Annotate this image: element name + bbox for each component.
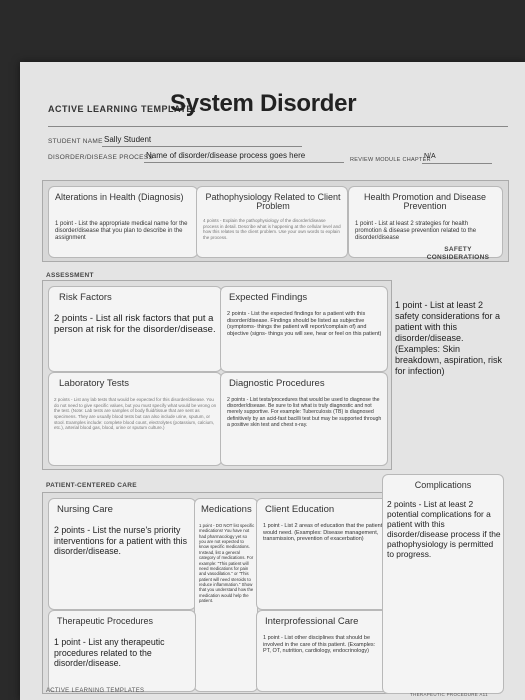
expected-findings-title: Expected Findings <box>229 292 308 303</box>
disorder-value[interactable]: Name of disorder/disease process goes here <box>146 151 306 160</box>
review-label: REVIEW MODULE CHAPTER <box>350 157 431 163</box>
risk-factors-box <box>48 286 222 372</box>
client-education-box <box>256 498 390 610</box>
complications-title: Complications <box>414 480 472 490</box>
patient-centered-care-label: PATIENT-CENTERED CARE <box>46 482 137 489</box>
interprofessional-care-title: Interprofessional Care <box>265 616 359 627</box>
alterations-box <box>48 186 198 258</box>
medications-box <box>194 498 258 692</box>
risk-factors-body: 2 points - List all risk factors that put a person at risk for the disorder/disease. <box>54 313 216 336</box>
student-name-label: STUDENT NAME <box>48 138 103 145</box>
student-name-underline <box>102 146 302 147</box>
safety-body: 1 point - List at least 2 safety considerations for a patient with this disorder/disease. (Examples: Skin breakdown, aspiration, risk for infection) <box>395 300 503 376</box>
header-divider <box>48 126 508 127</box>
laboratory-tests-body: 2 points - List any lab tests that would be expected for this disorder/disease. You do not need to give specific values, but you must specify what would be wrong on the test. (Note: Lab tests are samples of body fluid/tissue that are sent as specimens. They are usually blood tests but can also include urine, sputum, or stool. Examples include: complete blood count, electrolytes (potassium, calcium, etc.), arterial blood gas, blood, urine or sputum culture.) <box>54 397 217 431</box>
diagnostic-procedures-title: Diagnostic Procedures <box>229 378 325 389</box>
expected-findings-body: 2 points - List the expected findings for a patient with this disorder/disease. Findings should be listed as subjective (symptoms- things the patient will report/complain of) and objective (signs- things you will see, hear or feel on this patient) <box>227 311 382 337</box>
pathophysiology-box <box>196 186 348 258</box>
therapeutic-procedures-body: 1 point - List any therapeutic procedures related to the disorder/disease. <box>54 637 165 669</box>
disorder-underline <box>144 162 344 163</box>
footer-right: THERAPEUTIC PROCEDURE A11 <box>410 692 488 697</box>
expected-findings-box <box>220 286 388 372</box>
review-underline <box>422 163 492 164</box>
nursing-care-title: Nursing Care <box>57 504 113 515</box>
disorder-label: DISORDER/DISEASE PROCESS <box>48 154 154 161</box>
footer-left: ACTIVE LEARNING TEMPLATES <box>46 688 145 694</box>
diagnostic-procedures-box <box>220 372 388 466</box>
complications-body: 2 points - List at least 2 potential complications for a patient with this disorder/disease process if the pathophysiology is permitted to progress. <box>387 499 501 560</box>
health-promotion-body: 1 point - List at least 2 strategies for health promotion & disease prevention related to the disorder/disease <box>355 221 477 242</box>
laboratory-tests-box <box>48 372 222 466</box>
pathophysiology-body: 4 points - Explain the pathophysiology of the disorder/disease process in detail. Describe what is happening at the cellular level and how this relates to the client problem. Use your own words to explain the process. <box>203 218 341 240</box>
interprofessional-care-box <box>256 610 390 692</box>
interprofessional-care-body: 1 point - List other disciplines that should be involved in the care of this patient. (Examples: PT, OT, nutrition, cardiology, endocrinology) <box>263 635 376 655</box>
therapeutic-procedures-title: Therapeutic Procedures <box>57 616 154 626</box>
review-value[interactable]: N/A <box>424 153 436 160</box>
risk-factors-title: Risk Factors <box>59 292 112 303</box>
complications-box <box>382 474 504 694</box>
client-education-body: 1 point - List 2 areas of education that the patient would need. (Examples: Disease management, transmission, prevention of exacerbation) <box>263 523 383 543</box>
alterations-body: 1 point - List the appropriate medical name for the disorder/disease that you plan to describe in the assignment <box>55 221 188 242</box>
page-title: System Disorder <box>170 90 357 117</box>
safety-label: SAFETY CONSIDERATIONS <box>426 246 490 261</box>
student-name-value[interactable]: Sally Student <box>104 135 152 144</box>
laboratory-tests-title: Laboratory Tests <box>59 378 130 389</box>
therapeutic-procedures-box <box>48 610 196 692</box>
template-page <box>20 62 525 700</box>
health-promotion-title: Health Promotion and Disease Prevention <box>363 192 487 212</box>
nursing-care-body: 2 points - List the nurse's priority interventions for a patient with this disorder/disease. <box>54 525 188 557</box>
diagnostic-procedures-body: 2 points - List tests/procedures that would be used to diagnose the disorder/disease. Be sure to list what is truly diagnostic and not merely supportive. For example: Tuberculosis (TB) is diagnosed definitively by an acid-fast bacilli test but may be supported through a positive skin test and chest x-ray. <box>227 397 382 428</box>
pathophysiology-title: Pathophysiology Related to Client Problem <box>205 192 341 212</box>
medications-title: Medications <box>201 504 252 515</box>
alterations-title: Alterations in Health (Diagnosis) <box>55 192 184 202</box>
medications-body: 1 point - DO NOT list specific medications! You have not had pharmacology yet so you are not expected to know specific medications. Instead, list a general category of medications. For example: "This patient will need medications for pain and vasodilation." or "This patient will need steroids to reduce inflammation." Show that you understand how the medication would help the patient. <box>199 523 255 604</box>
client-education-title: Client Education <box>265 504 335 515</box>
nursing-care-box <box>48 498 196 610</box>
assessment-label: ASSESSMENT <box>46 272 94 279</box>
template-label: ACTIVE LEARNING TEMPLATE: <box>48 104 197 114</box>
